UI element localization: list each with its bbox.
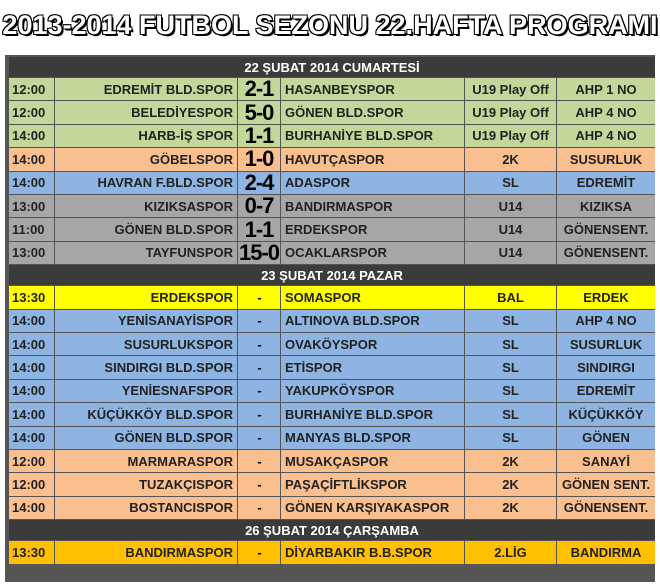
match-score: - xyxy=(238,333,281,356)
away-team: BANDIRMASPOR xyxy=(281,195,465,218)
date-header-label: 23 ŞUBAT 2014 PAZAR xyxy=(261,267,403,283)
match-league: 2K xyxy=(465,450,557,473)
match-league: BAL xyxy=(465,286,557,309)
match-league: U19 Play Off xyxy=(465,78,557,101)
match-row xyxy=(9,125,655,148)
match-venue: GÖNENSENT. xyxy=(557,242,655,265)
match-time: 14:00 xyxy=(9,427,55,450)
match-time: 13:30 xyxy=(9,286,55,309)
match-score: - xyxy=(238,427,281,450)
match-time: 14:00 xyxy=(9,172,55,195)
home-team: HAVRAN F.BLD.SPOR xyxy=(55,172,238,195)
match-score: - xyxy=(238,380,281,403)
match-time: 14:00 xyxy=(9,310,55,333)
match-score: 15-0 xyxy=(238,241,280,265)
home-team: YENİSANAYİSPOR xyxy=(55,310,238,333)
match-row xyxy=(9,172,655,195)
match-score: - xyxy=(238,450,281,473)
date-header xyxy=(9,57,655,78)
match-row xyxy=(9,286,655,309)
away-team: GÖNEN KARŞIYAKASPOR xyxy=(281,497,465,520)
home-team: SINDIRGI BLD.SPOR xyxy=(55,356,238,379)
match-league: SL xyxy=(465,356,557,379)
home-team: GÖNEN BLD.SPOR xyxy=(55,427,238,450)
match-league: SL xyxy=(465,427,557,450)
match-score: 2-1 xyxy=(238,78,281,101)
match-league: 2.LİG xyxy=(465,541,557,564)
match-venue: EDREMİT xyxy=(557,172,655,195)
match-score: 1-1 xyxy=(238,218,281,241)
match-time: 11:00 xyxy=(9,218,55,241)
home-team: KÜÇÜKKÖY BLD.SPOR xyxy=(55,403,238,426)
match-score: 0-7 xyxy=(238,195,281,218)
match-league: U14 xyxy=(465,195,557,218)
home-team: HARB-İŞ SPOR xyxy=(55,125,238,148)
match-league: 2K xyxy=(465,497,557,520)
home-team: TAYFUNSPOR xyxy=(55,242,238,265)
match-venue: AHP 4 NO xyxy=(557,125,655,148)
date-header-label: 26 ŞUBAT 2014 ÇARŞAMBA xyxy=(245,522,419,538)
match-time: 13:30 xyxy=(9,541,55,564)
match-row xyxy=(9,403,655,426)
match-row xyxy=(9,541,655,564)
match-venue: SUSURLUK xyxy=(557,333,655,356)
match-row xyxy=(9,356,655,379)
match-score: - xyxy=(238,497,281,520)
match-venue: GÖNENSENT. xyxy=(557,497,655,520)
match-score: 1-1 xyxy=(238,125,281,148)
date-header-label: 22 ŞUBAT 2014 CUMARTESİ xyxy=(244,59,420,75)
match-time: 14:00 xyxy=(9,356,55,379)
away-team: PAŞAÇİFTLİKSPOR xyxy=(281,473,465,496)
match-row xyxy=(9,497,655,520)
home-team: MARMARASPOR xyxy=(55,450,238,473)
match-league: U19 Play Off xyxy=(465,101,557,124)
match-league: SL xyxy=(465,403,557,426)
match-row xyxy=(9,310,655,333)
match-score: 2-4 xyxy=(238,172,281,195)
match-row xyxy=(9,148,655,171)
date-header xyxy=(9,520,655,541)
match-time: 13:00 xyxy=(9,242,55,265)
away-team: YAKUPKÖYSPOR xyxy=(281,380,465,403)
page-title: 2013-2014 FUTBOL SEZONU 22.HAFTA PROGRAMI xyxy=(2,9,658,40)
away-team: OCAKLARSPOR xyxy=(281,242,465,265)
match-row xyxy=(9,218,655,241)
match-row xyxy=(9,473,655,496)
match-row xyxy=(9,195,655,218)
home-team: BANDIRMASPOR xyxy=(55,541,238,564)
match-score: - xyxy=(238,286,281,309)
match-time: 12:00 xyxy=(9,78,55,101)
home-team: BOSTANCISPOR xyxy=(55,497,238,520)
match-league: 2K xyxy=(465,148,557,171)
match-row xyxy=(9,333,655,356)
away-team: HAVUTÇASPOR xyxy=(281,148,465,171)
match-time: 13:00 xyxy=(9,195,55,218)
match-time: 14:00 xyxy=(9,497,55,520)
fixture-table xyxy=(5,55,655,582)
home-team: TUZAKÇISPOR xyxy=(55,473,238,496)
match-score: - xyxy=(238,403,281,426)
match-league: SL xyxy=(465,310,557,333)
match-row xyxy=(9,101,655,124)
match-venue: ERDEK xyxy=(557,286,655,309)
match-venue: AHP 4 NO xyxy=(557,101,655,124)
match-venue: GÖNENSENT. xyxy=(557,218,655,241)
match-venue: BANDIRMA xyxy=(557,541,655,564)
match-score: 5-0 xyxy=(238,101,281,124)
match-time: 14:00 xyxy=(9,403,55,426)
away-team: DİYARBAKIR B.B.SPOR xyxy=(281,541,465,564)
away-team: ETİSPOR xyxy=(281,356,465,379)
match-row xyxy=(9,450,655,473)
away-team: ERDEKSPOR xyxy=(281,218,465,241)
match-venue: EDREMİT xyxy=(557,380,655,403)
away-team: BURHANİYE BLD.SPOR xyxy=(281,403,465,426)
away-team: ADASPOR xyxy=(281,172,465,195)
away-team: BURHANİYE BLD.SPOR xyxy=(281,125,465,148)
match-time: 14:00 xyxy=(9,148,55,171)
match-score: - xyxy=(238,541,281,564)
match-league: U14 xyxy=(465,218,557,241)
match-venue: GÖNEN xyxy=(557,427,655,450)
match-venue: SUSURLUK xyxy=(557,148,655,171)
match-score: 1-0 xyxy=(238,148,281,171)
match-time: 14:00 xyxy=(9,333,55,356)
match-score: - xyxy=(238,356,281,379)
home-team: ERDEKSPOR xyxy=(55,286,238,309)
away-team: GÖNEN BLD.SPOR xyxy=(281,101,465,124)
match-venue: GÖNEN SENT. xyxy=(557,473,655,496)
match-league: SL xyxy=(465,333,557,356)
match-venue: AHP 1 NO xyxy=(557,78,655,101)
away-team: HASANBEYSPOR xyxy=(281,78,465,101)
match-row xyxy=(9,380,655,403)
home-team: SUSURLUKSPOR xyxy=(55,333,238,356)
home-team: GÖNEN BLD.SPOR xyxy=(55,218,238,241)
home-team: KIZIKSASPOR xyxy=(55,195,238,218)
match-venue: SINDIRGI xyxy=(557,356,655,379)
match-league: 2K xyxy=(465,473,557,496)
match-row xyxy=(9,242,655,265)
match-league: SL xyxy=(465,172,557,195)
match-row xyxy=(9,427,655,450)
match-venue: KIZIKSA xyxy=(557,195,655,218)
home-team: GÖBELSPOR xyxy=(55,148,238,171)
match-row xyxy=(9,78,655,101)
match-score: - xyxy=(238,310,281,333)
away-team: MANYAS BLD.SPOR xyxy=(281,427,465,450)
match-venue: AHP 4 NO xyxy=(557,310,655,333)
match-score: - xyxy=(238,473,281,496)
match-league: SL xyxy=(465,380,557,403)
match-time: 14:00 xyxy=(9,380,55,403)
match-venue: KÜÇÜKKÖY xyxy=(557,403,655,426)
home-team: YENİESNAFSPOR xyxy=(55,380,238,403)
match-league: U19 Play Off xyxy=(465,125,557,148)
away-team: ALTINOVA BLD.SPOR xyxy=(281,310,465,333)
date-header xyxy=(9,265,655,286)
match-time: 14:00 xyxy=(9,125,55,148)
match-time: 12:00 xyxy=(9,101,55,124)
match-time: 12:00 xyxy=(9,473,55,496)
away-team: OVAKÖYSPOR xyxy=(281,333,465,356)
home-team: EDREMİT BLD.SPOR xyxy=(55,78,238,101)
home-team: BELEDİYESPOR xyxy=(55,101,238,124)
match-venue: SANAYİ xyxy=(557,450,655,473)
away-team: MUSAKÇASPOR xyxy=(281,450,465,473)
match-time: 12:00 xyxy=(9,450,55,473)
match-league: U14 xyxy=(465,242,557,265)
away-team: SOMASPOR xyxy=(281,286,465,309)
